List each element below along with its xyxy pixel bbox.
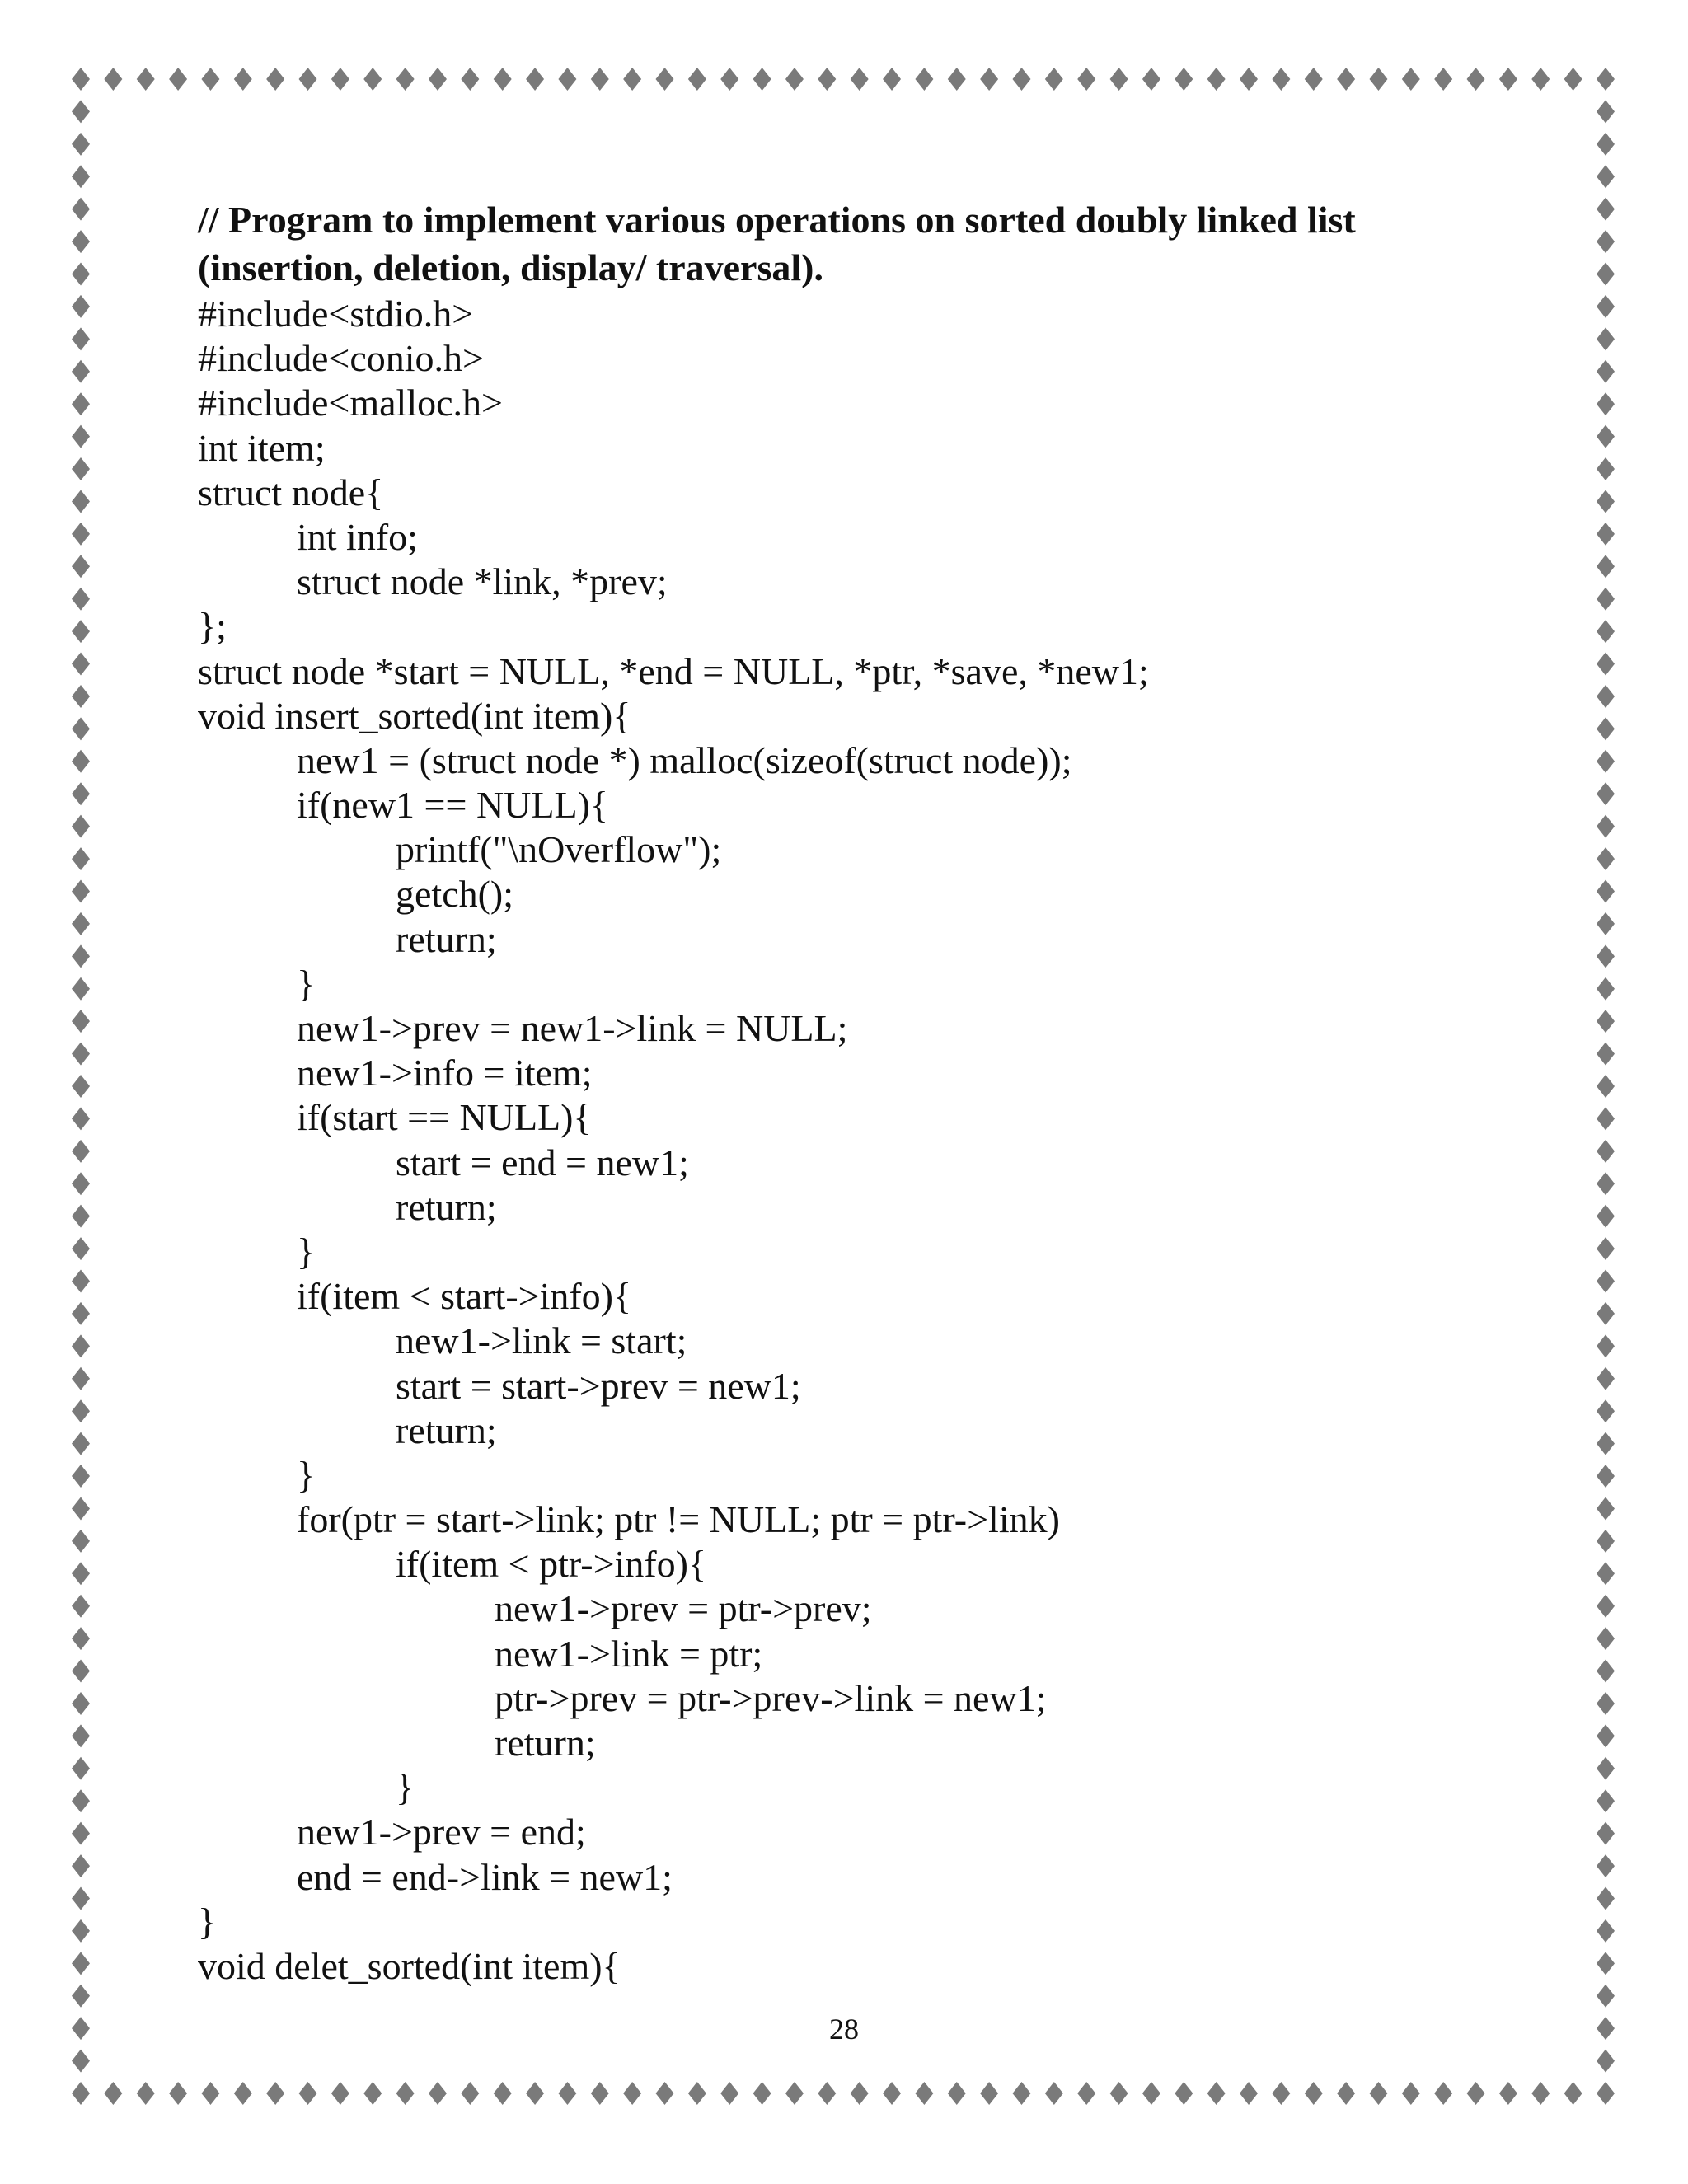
- code-line: return;: [495, 1722, 596, 1764]
- border-diamond: [785, 68, 804, 91]
- border-diamond: [1597, 750, 1615, 773]
- border-diamond: [429, 2082, 447, 2105]
- border-diamond: [688, 68, 706, 91]
- border-diamond: [1597, 1432, 1615, 1455]
- border-diamond: [72, 360, 90, 383]
- border-diamond: [72, 620, 90, 643]
- border-diamond: [72, 944, 90, 968]
- border-diamond: [72, 295, 90, 318]
- border-diamond: [1597, 1367, 1615, 1390]
- border-diamond: [1597, 1140, 1615, 1163]
- border-diamond: [234, 2082, 252, 2105]
- border-diamond: [1207, 2082, 1226, 2105]
- border-diamond: [1597, 1692, 1615, 1715]
- border-diamond: [623, 68, 641, 91]
- border-diamond: [558, 68, 576, 91]
- code-line: return;: [396, 917, 497, 960]
- border-diamond: [72, 782, 90, 805]
- border-diamond: [720, 2082, 738, 2105]
- border-diamond: [1240, 2082, 1258, 2105]
- border-diamond: [169, 2082, 187, 2105]
- border-diamond: [591, 2082, 609, 2105]
- border-diamond: [72, 490, 90, 513]
- code-line: #include<stdio.h>: [198, 293, 474, 335]
- border-diamond: [1597, 588, 1615, 611]
- border-diamond: [1597, 1985, 1615, 2008]
- border-diamond: [1531, 68, 1550, 91]
- code-line: }: [198, 1900, 217, 1943]
- border-diamond: [137, 2082, 155, 2105]
- border-diamond: [72, 1237, 90, 1260]
- border-diamond: [299, 68, 317, 91]
- border-diamond: [1597, 782, 1615, 805]
- code-line: end = end->link = new1;: [297, 1855, 673, 1898]
- border-diamond: [331, 2082, 349, 2105]
- border-diamond: [1531, 2082, 1550, 2105]
- border-diamond: [753, 68, 771, 91]
- border-diamond: [72, 1205, 90, 1228]
- border-diamond: [883, 68, 901, 91]
- border-diamond: [234, 68, 252, 91]
- border-diamond: [72, 1822, 90, 1845]
- border-diamond: [72, 68, 90, 91]
- border-diamond: [1597, 1465, 1615, 1488]
- border-diamond: [299, 2082, 317, 2105]
- code-line: void delet_sorted(int item){: [198, 1944, 621, 1987]
- border-diamond: [1597, 1237, 1615, 1260]
- border-diamond: [72, 1465, 90, 1488]
- border-diamond: [72, 977, 90, 1001]
- border-diamond: [526, 2082, 544, 2105]
- border-diamond: [1305, 2082, 1323, 2105]
- border-diamond: [1597, 68, 1615, 91]
- border-diamond: [1597, 100, 1615, 123]
- border-diamond: [948, 2082, 966, 2105]
- border-diamond: [785, 2082, 804, 2105]
- border-diamond: [980, 68, 998, 91]
- border-diamond: [72, 1985, 90, 2008]
- border-diamond: [1499, 68, 1517, 91]
- code-line: }: [396, 1766, 415, 1809]
- border-diamond: [851, 68, 869, 91]
- code-line: start = end = new1;: [396, 1141, 689, 1183]
- code-line: if(item < start->info){: [297, 1275, 632, 1318]
- border-diamond: [72, 425, 90, 448]
- border-diamond: [915, 2082, 933, 2105]
- border-diamond: [1597, 620, 1615, 643]
- border-diamond: [72, 555, 90, 578]
- border-diamond: [1597, 1010, 1615, 1033]
- border-diamond: [72, 912, 90, 935]
- border-diamond: [72, 717, 90, 740]
- border-diamond: [623, 2082, 641, 2105]
- border-diamond: [1077, 68, 1095, 91]
- border-diamond: [201, 68, 219, 91]
- border-diamond: [72, 1724, 90, 1747]
- border-diamond: [1045, 2082, 1063, 2105]
- border-diamond: [72, 263, 90, 286]
- code-line: int item;: [198, 426, 326, 469]
- border-diamond: [72, 327, 90, 350]
- border-diamond: [1597, 295, 1615, 318]
- border-diamond: [818, 2082, 836, 2105]
- border-diamond: [1369, 2082, 1387, 2105]
- border-diamond: [1597, 1595, 1615, 1618]
- border-diamond: [1597, 1205, 1615, 1228]
- code-line: int info;: [297, 515, 418, 558]
- border-diamond: [1597, 685, 1615, 708]
- border-diamond: [1597, 198, 1615, 221]
- border-diamond: [656, 2082, 674, 2105]
- code-line: start = start->prev = new1;: [396, 1364, 801, 1407]
- border-diamond: [72, 1660, 90, 1683]
- border-diamond: [1597, 1789, 1615, 1812]
- border-diamond: [72, 847, 90, 870]
- border-diamond: [1597, 523, 1615, 546]
- border-diamond: [1597, 1562, 1615, 1585]
- code-line: if(new1 == NULL){: [297, 784, 608, 827]
- border-diamond: [72, 1952, 90, 1975]
- border-diamond: [1597, 165, 1615, 188]
- border-diamond: [72, 879, 90, 902]
- border-diamond: [72, 1302, 90, 1325]
- border-diamond: [1012, 2082, 1030, 2105]
- code-listing: [198, 292, 1550, 1989]
- border-diamond: [526, 68, 544, 91]
- border-diamond: [72, 750, 90, 773]
- border-diamond: [72, 100, 90, 123]
- border-diamond: [1597, 653, 1615, 676]
- border-diamond: [1597, 1757, 1615, 1780]
- code-line: void insert_sorted(int item){: [198, 694, 631, 737]
- code-line: };: [198, 605, 227, 648]
- border-diamond: [1597, 879, 1615, 902]
- code-line: for(ptr = start->link; ptr != NULL; ptr = ptr->link): [297, 1498, 1060, 1541]
- border-diamond: [915, 68, 933, 91]
- border-diamond: [1597, 1172, 1615, 1195]
- border-diamond: [331, 68, 349, 91]
- border-diamond: [1012, 68, 1030, 91]
- border-diamond: [1597, 1107, 1615, 1130]
- border-diamond: [104, 2082, 122, 2105]
- border-diamond: [1434, 68, 1452, 91]
- border-diamond: [1240, 68, 1258, 91]
- border-diamond: [1077, 2082, 1095, 2105]
- border-diamond: [72, 1172, 90, 1195]
- border-diamond: [104, 68, 122, 91]
- border-diamond: [1272, 68, 1290, 91]
- border-diamond: [558, 2082, 576, 2105]
- border-diamond: [72, 1270, 90, 1293]
- border-diamond: [1597, 1530, 1615, 1553]
- border-diamond: [1597, 1919, 1615, 1943]
- border-diamond: [429, 68, 447, 91]
- code-line: new1 = (struct node *) malloc(sizeof(struct node));: [297, 738, 1072, 781]
- border-diamond: [1142, 2082, 1160, 2105]
- border-diamond: [1045, 68, 1063, 91]
- border-diamond: [1597, 1334, 1615, 1357]
- border-diamond: [72, 1530, 90, 1553]
- border-diamond: [1564, 68, 1582, 91]
- border-diamond: [818, 68, 836, 91]
- border-diamond: [72, 1399, 90, 1422]
- border-diamond: [137, 68, 155, 91]
- border-diamond: [72, 1919, 90, 1943]
- border-diamond: [1597, 1043, 1615, 1066]
- border-diamond: [1597, 1886, 1615, 1910]
- border-diamond: [72, 2082, 90, 2105]
- border-diamond: [72, 588, 90, 611]
- border-diamond: [494, 2082, 512, 2105]
- border-diamond: [72, 1789, 90, 1812]
- border-diamond: [1597, 555, 1615, 578]
- border-diamond: [1597, 1854, 1615, 1877]
- border-diamond: [201, 2082, 219, 2105]
- border-diamond: [1597, 1822, 1615, 1845]
- code-line: if(start == NULL){: [297, 1096, 592, 1139]
- border-diamond: [1597, 1270, 1615, 1293]
- border-diamond: [1597, 360, 1615, 383]
- border-diamond: [980, 2082, 998, 2105]
- border-diamond: [72, 1562, 90, 1585]
- border-diamond: [72, 685, 90, 708]
- border-diamond: [1337, 2082, 1355, 2105]
- border-diamond: [72, 165, 90, 188]
- code-line: if(item < ptr->info){: [396, 1543, 707, 1586]
- border-diamond: [656, 68, 674, 91]
- code-line: }: [297, 962, 316, 1005]
- code-line: #include<malloc.h>: [198, 382, 503, 424]
- border-diamond: [363, 2082, 382, 2105]
- border-diamond: [1597, 815, 1615, 838]
- code-line: new1->prev = new1->link = NULL;: [297, 1007, 848, 1049]
- code-line: new1->link = start;: [396, 1319, 687, 1362]
- border-diamond: [1597, 1302, 1615, 1325]
- border-diamond: [72, 815, 90, 838]
- border-diamond: [396, 2082, 415, 2105]
- code-line: new1->info = item;: [297, 1052, 593, 1094]
- border-diamond: [72, 1886, 90, 1910]
- border-diamond: [72, 1367, 90, 1390]
- border-diamond: [72, 2050, 90, 2073]
- border-diamond: [1597, 1724, 1615, 1747]
- code-line: }: [297, 1453, 316, 1496]
- code-line: }: [297, 1230, 316, 1272]
- border-diamond: [72, 1432, 90, 1455]
- border-diamond: [72, 1043, 90, 1066]
- border-diamond: [72, 1692, 90, 1715]
- border-diamond: [396, 68, 415, 91]
- page-number: 28: [829, 2013, 859, 2046]
- border-diamond: [1597, 912, 1615, 935]
- code-line: new1->prev = ptr->prev;: [495, 1587, 872, 1630]
- code-line: #include<conio.h>: [198, 337, 484, 380]
- border-diamond: [1597, 1660, 1615, 1683]
- border-diamond: [72, 230, 90, 253]
- border-diamond: [169, 68, 187, 91]
- border-diamond: [72, 653, 90, 676]
- border-diamond: [720, 68, 738, 91]
- border-diamond: [72, 1757, 90, 1780]
- border-diamond: [266, 68, 284, 91]
- border-diamond: [72, 133, 90, 156]
- border-diamond: [1110, 68, 1128, 91]
- border-diamond: [1597, 847, 1615, 870]
- program-title-line-2: (insertion, deletion, display/ traversal).: [198, 246, 823, 288]
- border-diamond: [851, 2082, 869, 2105]
- border-diamond: [1337, 68, 1355, 91]
- border-diamond: [1597, 1399, 1615, 1422]
- border-diamond: [883, 2082, 901, 2105]
- border-diamond: [1597, 1627, 1615, 1650]
- border-diamond: [72, 198, 90, 221]
- border-diamond: [1597, 2082, 1615, 2105]
- border-diamond: [1597, 392, 1615, 415]
- code-line: printf("\nOverflow");: [396, 828, 722, 871]
- border-diamond: [1597, 1952, 1615, 1975]
- code-line: new1->link = ptr;: [495, 1632, 763, 1675]
- border-diamond: [1207, 68, 1226, 91]
- border-diamond: [1597, 2050, 1615, 2073]
- border-diamond: [72, 392, 90, 415]
- border-diamond: [461, 2082, 479, 2105]
- border-diamond: [266, 2082, 284, 2105]
- border-diamond: [1597, 263, 1615, 286]
- border-diamond: [1434, 2082, 1452, 2105]
- border-diamond: [1597, 490, 1615, 513]
- border-diamond: [72, 1627, 90, 1650]
- border-diamond: [1597, 327, 1615, 350]
- border-diamond: [1175, 68, 1193, 91]
- border-diamond: [1305, 68, 1323, 91]
- border-diamond: [1402, 2082, 1420, 2105]
- border-diamond: [753, 2082, 771, 2105]
- border-diamond: [1402, 68, 1420, 91]
- border-diamond: [72, 1497, 90, 1520]
- border-diamond: [72, 1010, 90, 1033]
- program-title-line-1: // Program to implement various operations on sorted doubly linked list: [198, 199, 1356, 241]
- border-diamond: [1597, 1075, 1615, 1098]
- code-line: struct node{: [198, 471, 384, 513]
- border-diamond: [72, 1334, 90, 1357]
- code-line: return;: [396, 1408, 497, 1451]
- border-diamond: [494, 68, 512, 91]
- border-diamond: [72, 1140, 90, 1163]
- border-diamond: [1272, 2082, 1290, 2105]
- border-diamond: [1564, 2082, 1582, 2105]
- border-diamond: [1369, 68, 1387, 91]
- border-diamond: [1597, 425, 1615, 448]
- border-diamond: [688, 2082, 706, 2105]
- border-diamond: [72, 1854, 90, 1877]
- border-diamond: [72, 1107, 90, 1130]
- border-diamond: [1467, 2082, 1485, 2105]
- code-line: new1->prev = end;: [297, 1811, 586, 1854]
- border-diamond: [72, 1075, 90, 1098]
- border-diamond: [461, 68, 479, 91]
- border-diamond: [1467, 68, 1485, 91]
- border-diamond: [72, 1595, 90, 1618]
- border-diamond: [1597, 230, 1615, 253]
- page-content: [198, 196, 1550, 1989]
- border-diamond: [1597, 1497, 1615, 1520]
- border-diamond: [1597, 977, 1615, 1001]
- border-diamond: [1597, 133, 1615, 156]
- border-diamond: [1597, 457, 1615, 480]
- border-diamond: [1597, 944, 1615, 968]
- border-diamond: [363, 68, 382, 91]
- border-diamond: [948, 68, 966, 91]
- border-diamond: [72, 523, 90, 546]
- border-diamond: [1499, 2082, 1517, 2105]
- code-line: ptr->prev = ptr->prev->link = new1;: [495, 1676, 1047, 1719]
- code-line: getch();: [396, 873, 514, 916]
- border-diamond: [1597, 717, 1615, 740]
- border-diamond: [1110, 2082, 1128, 2105]
- border-diamond: [72, 457, 90, 480]
- code-line: struct node *start = NULL, *end = NULL, *ptr, *save, *new1;: [198, 649, 1149, 692]
- code-line: struct node *link, *prev;: [297, 560, 668, 603]
- border-diamond: [591, 68, 609, 91]
- code-line: return;: [396, 1185, 497, 1228]
- border-diamond: [1175, 2082, 1193, 2105]
- border-diamond: [1142, 68, 1160, 91]
